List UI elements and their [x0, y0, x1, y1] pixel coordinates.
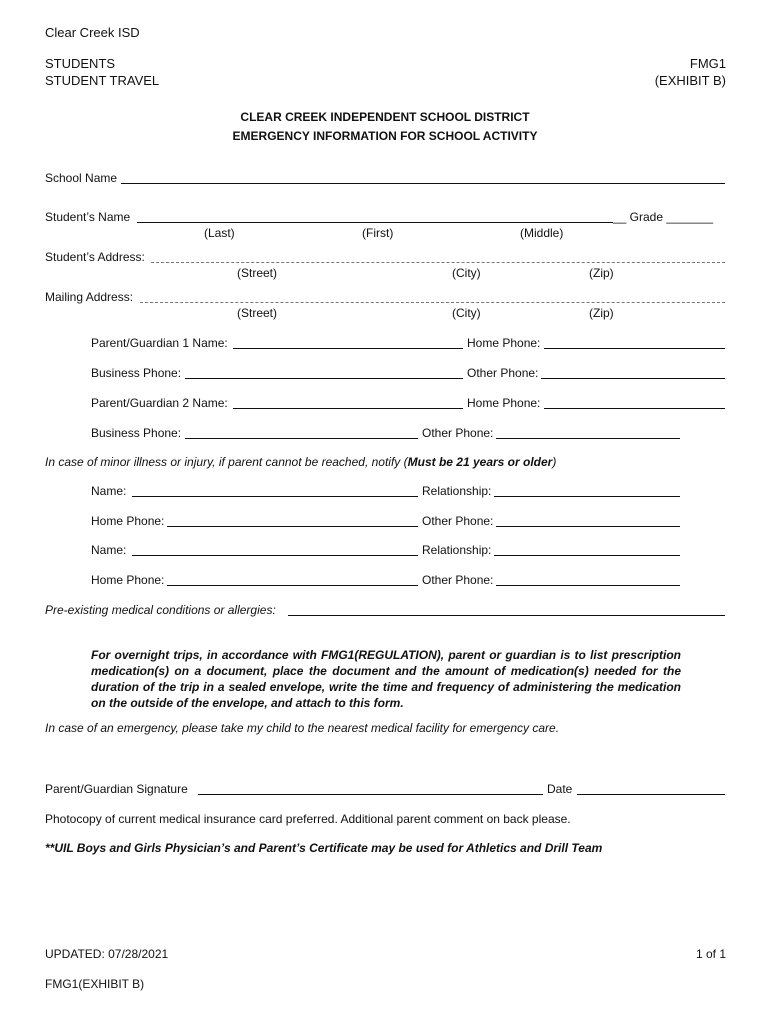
- contact2-other-phone-field[interactable]: [496, 585, 680, 586]
- last-name-caption: (Last): [204, 226, 235, 240]
- emergency-care-statement: In case of an emergency, please take my child to the nearest medical facility for emergency care.: [45, 721, 560, 735]
- mailing-zip-caption: (Zip): [589, 306, 614, 320]
- pg1-name-label: Parent/Guardian 1 Name:: [91, 336, 228, 350]
- pg2-business-phone-label: Business Phone:: [91, 426, 182, 440]
- contact1-home-phone-label: Home Phone:: [91, 514, 165, 528]
- document-title-line2: EMERGENCY INFORMATION FOR SCHOOL ACTIVITY: [232, 129, 538, 143]
- contact2-name-field[interactable]: [132, 555, 418, 556]
- contact2-name-label: Name:: [91, 543, 127, 557]
- date-field[interactable]: [577, 794, 725, 795]
- pg1-other-phone-label: Other Phone:: [467, 366, 539, 380]
- policy-code: FMG1: [689, 56, 726, 71]
- pg1-business-phone-field[interactable]: [185, 378, 463, 379]
- document-title-line1: CLEAR CREEK INDEPENDENT SCHOOL DISTRICT: [240, 110, 530, 124]
- contact1-relationship-field[interactable]: [494, 496, 680, 497]
- notify-close: ): [552, 455, 557, 469]
- footer-code: FMG1(EXHIBIT B): [45, 977, 145, 991]
- subsection-label: STUDENT TRAVEL: [45, 73, 160, 88]
- mailing-address-field[interactable]: [140, 302, 725, 303]
- updated-date: UPDATED: 07/28/2021: [45, 947, 169, 961]
- pg1-name-field[interactable]: [233, 348, 463, 349]
- contact2-home-phone-field[interactable]: [167, 585, 418, 586]
- medical-conditions-label: Pre-existing medical conditions or allergies:: [45, 603, 276, 617]
- contact2-relationship-label: Relationship:: [422, 543, 492, 557]
- pg2-business-phone-field[interactable]: [185, 438, 418, 439]
- photocopy-note: Photocopy of current medical insurance card preferred. Additional parent comment on back please.: [45, 812, 571, 826]
- middle-name-caption: (Middle): [520, 226, 564, 240]
- contact1-home-phone-field[interactable]: [167, 526, 418, 527]
- pg2-name-label: Parent/Guardian 2 Name:: [91, 396, 228, 410]
- contact1-other-phone-field[interactable]: [496, 526, 680, 527]
- notify-age-requirement: Must be 21 years or older: [407, 455, 553, 469]
- medical-conditions-field[interactable]: [288, 615, 725, 616]
- contact2-home-phone-label: Home Phone:: [91, 573, 165, 587]
- school-name-field[interactable]: [121, 183, 725, 184]
- exhibit-label: (EXHIBIT B): [654, 73, 726, 88]
- signature-field[interactable]: [198, 794, 543, 795]
- pg2-name-field[interactable]: [233, 408, 463, 409]
- grade-label: __ Grade _______: [613, 210, 714, 224]
- pg1-home-phone-label: Home Phone:: [467, 336, 541, 350]
- student-address-field[interactable]: [151, 262, 725, 263]
- pg2-other-phone-label: Other Phone:: [422, 426, 494, 440]
- uil-note: **UIL Boys and Girls Physician’s and Parent’s Certificate may be used for Athletics and Drill Team: [45, 841, 603, 855]
- contact1-relationship-label: Relationship:: [422, 484, 492, 498]
- mailing-address-label: Mailing Address:: [45, 290, 134, 304]
- student-name-field[interactable]: [137, 222, 613, 223]
- school-name-label: School Name: [45, 171, 118, 185]
- first-name-caption: (First): [362, 226, 394, 240]
- pg1-home-phone-field[interactable]: [544, 348, 725, 349]
- page-number: 1 of 1: [695, 947, 726, 961]
- student-address-label: Student’s Address:: [45, 250, 145, 264]
- pg1-other-phone-field[interactable]: [541, 378, 725, 379]
- contact1-other-phone-label: Other Phone:: [422, 514, 494, 528]
- section-label: STUDENTS: [45, 56, 116, 71]
- notify-text: In case of minor illness or injury, if parent cannot be reached, notify (: [45, 455, 408, 469]
- pg1-business-phone-label: Business Phone:: [91, 366, 182, 380]
- pg2-home-phone-label: Home Phone:: [467, 396, 541, 410]
- contact2-other-phone-label: Other Phone:: [422, 573, 494, 587]
- city-caption: (City): [452, 266, 481, 280]
- contact1-name-field[interactable]: [132, 496, 418, 497]
- signature-label: Parent/Guardian Signature: [45, 782, 188, 796]
- overnight-medication-instructions: For overnight trips, in accordance with FMG1(REGULATION), parent or guardian is to list prescription medication(s) on a document, place the document and the amount of medication(s) needed for the duration of the trip in a sealed envelope, write the time and frequency of administering the medication on the outside of the envelope, and attach to this form.: [91, 648, 681, 710]
- street-caption: (Street): [237, 266, 278, 280]
- student-name-label: Student’s Name: [45, 210, 131, 224]
- pg2-home-phone-field[interactable]: [544, 408, 725, 409]
- contact1-name-label: Name:: [91, 484, 127, 498]
- district-short-name: Clear Creek ISD: [45, 25, 140, 40]
- notify-statement: [45, 455, 556, 469]
- zip-caption: (Zip): [589, 266, 614, 280]
- pg2-other-phone-field[interactable]: [496, 438, 680, 439]
- mailing-street-caption: (Street): [237, 306, 278, 320]
- contact2-relationship-field[interactable]: [494, 555, 680, 556]
- date-label: Date: [547, 782, 573, 796]
- mailing-city-caption: (City): [452, 306, 481, 320]
